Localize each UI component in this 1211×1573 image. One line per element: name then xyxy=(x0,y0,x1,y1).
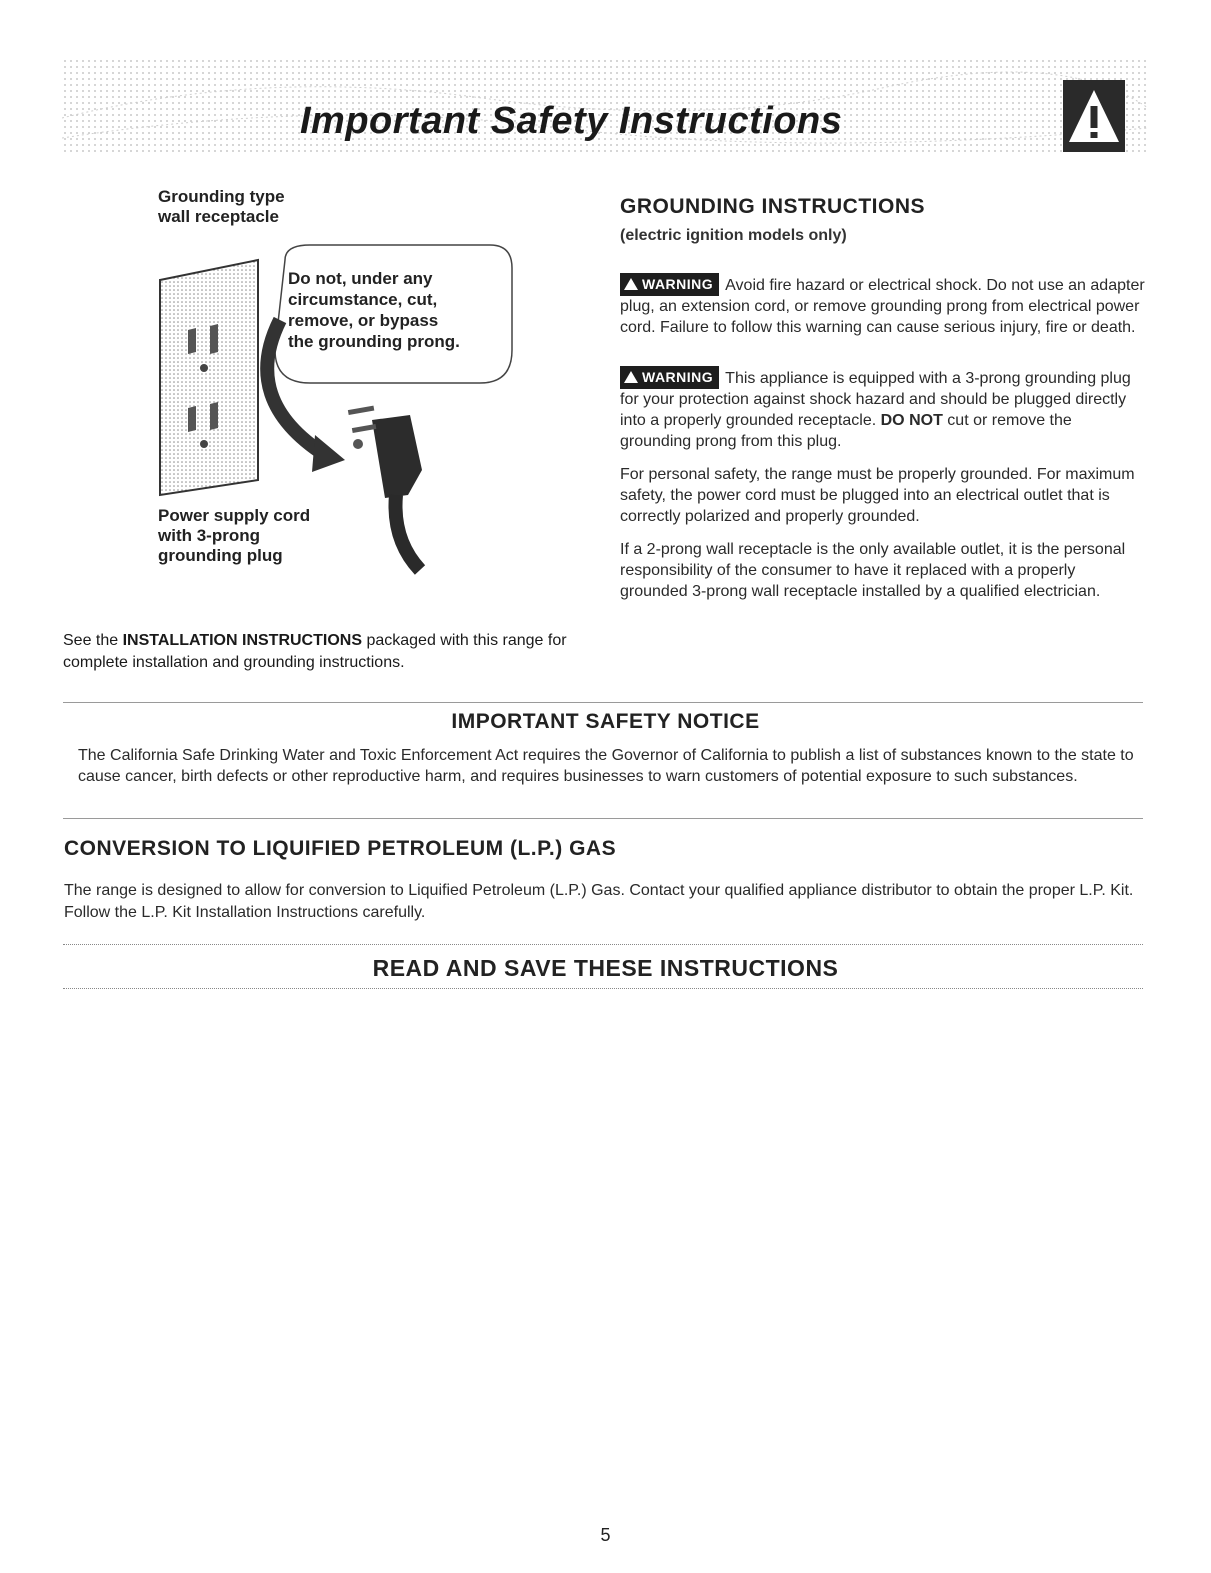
warning-paragraph-2: WARNING This appliance is equipped with a 3-prong grounding plug for your protection against shock hazard and should be plugged directly into a properly grounded receptacle. DO NOT cut or remove the grounding prong from this plug. xyxy=(620,366,1145,452)
conversion-text: The range is designed to allow for conversion to Liquified Petroleum (L.P.) Gas. Contact your qualified appliance distributor to obtain the proper L.P. Kit. Follow the L.P. Kit Installation Instructions carefully. xyxy=(64,882,1134,921)
grounding-prong-caution: Do not, under any circumstance, cut, remove, or bypass the grounding prong. xyxy=(288,269,460,351)
divider xyxy=(63,818,1143,819)
wall-receptacle-icon xyxy=(160,260,258,495)
power-cord-label: Power supply cord with 3-prong grounding plug xyxy=(158,506,311,565)
warning-paragraph-1: WARNING Avoid fire hazard or electrical shock. Do not use an adapter plug, an extension cord, or remove grounding prong from electrical power cord. Failure to follow this warning can cause serious injury, fire or death. xyxy=(620,273,1145,338)
plug-icon xyxy=(372,415,422,498)
grounding-title: GROUNDING INSTRUCTIONS xyxy=(620,195,925,218)
divider xyxy=(63,944,1143,945)
grounding-subtitle: (electric ignition models only) xyxy=(620,227,847,244)
warning-badge: WARNING xyxy=(620,273,719,296)
safety-paragraph: For personal safety, the range must be properly grounded. For maximum safety, the power cord must be plugged into an electrical outlet that is correctly polarized and properly grounded. xyxy=(620,466,1135,525)
divider xyxy=(63,702,1143,703)
grounding-instructions xyxy=(620,195,1145,602)
closing-title: READ AND SAVE THESE INSTRUCTIONS xyxy=(372,955,839,981)
receptacle-paragraph: If a 2-prong wall receptacle is the only available outlet, it is the personal responsibility of the consumer to have it replaced with a properly grounded 3-prong wall receptacle installed by a qualified electrician. xyxy=(620,541,1126,600)
page-number: 5 xyxy=(600,1525,611,1545)
notice-title: IMPORTANT SAFETY NOTICE xyxy=(451,710,760,733)
warning-triangle-icon xyxy=(624,371,638,383)
warning-triangle-icon xyxy=(624,278,638,290)
divider xyxy=(63,988,1143,989)
installation-note: See the INSTALLATION INSTRUCTIONS packaged with this range for complete installation and grounding instructions. xyxy=(63,632,567,671)
conversion-title: CONVERSION TO LIQUIFIED PETROLEUM (L.P.) GAS xyxy=(64,837,617,860)
receptacle-label: Grounding type wall receptacle xyxy=(158,187,285,226)
page-title: Important Safety Instructions xyxy=(300,100,843,142)
warning-triangle-icon xyxy=(1063,80,1125,152)
notice-text: The California Safe Drinking Water and Toxic Enforcement Act requires the Governor of California to publish a list of substances known to the state to cause cancer, birth defects or other reproductive harm, and requires businesses to warn customers of potential exposure to such substances. xyxy=(78,747,1134,785)
warning-badge: WARNING xyxy=(620,366,719,389)
